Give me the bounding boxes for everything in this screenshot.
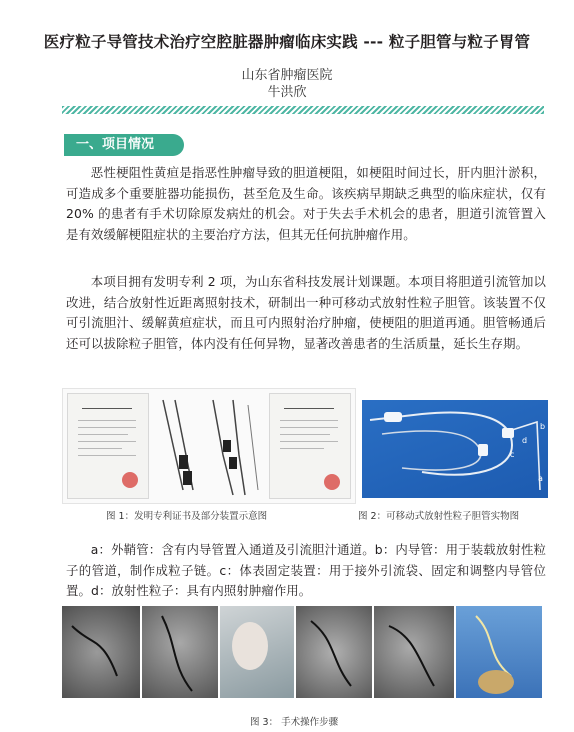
fig2-label-b: b — [540, 422, 546, 431]
paragraph-2: 本项目拥有发明专利 2 项，为山东省科技发展计划课题。本项目将胆道引流管加以改进，结合放射性近距离照射技术，研制出一种可移动式放射性粒子胆管。该装置不仅可引流胆汁、缓解黄疸症状，而且可内照射治疗肿瘤，使梗阻的胆道再通。胆管畅通后还可以拔除粒子胆管，体内没有任何异物，显著改善患者的生活质量，延长生存期。 — [66, 274, 546, 351]
section-heading: 一、项目情况 — [64, 134, 184, 156]
fig2-label-d: d — [522, 436, 528, 445]
figure-1-image — [62, 388, 356, 504]
procedure-step-2 — [142, 606, 218, 698]
fig2-label-c: c — [510, 450, 515, 459]
procedure-step-5 — [374, 606, 454, 698]
author-name: 牛洪欣 — [267, 85, 307, 100]
procedure-step-4 — [296, 606, 372, 698]
patent-certificate-1 — [67, 393, 149, 499]
procedure-step-6 — [456, 606, 542, 698]
patent-certificate-2 — [269, 393, 351, 499]
figure-1-caption: 图 1：发明专利证书及部分装置示意图 — [106, 511, 268, 522]
organization-name: 山东省肿瘤医院 — [241, 68, 333, 83]
procedure-step-3 — [220, 606, 294, 698]
figure-3-caption: 图 3： 手术操作步骤 — [250, 717, 339, 728]
figure-2-caption: 图 2：可移动式放射性粒子胆管实物图 — [358, 511, 520, 522]
figure-2-image — [362, 400, 548, 498]
fig2-label-a: a — [538, 474, 543, 483]
device-schematic — [153, 395, 263, 499]
decorative-divider — [62, 106, 544, 114]
paragraph-1: 恶性梗阻性黄疸是指恶性肿瘤导致的胆道梗阻，如梗阻时间过长，肝内胆汁淤积，可造成多个重要脏器功能损伤，甚至危及生命。该疾病早期缺乏典型的临床症状，仅有 20% 的患者有手术切除原发病灶的机会。对于失去手术机会的患者，胆道引流管置入是有效缓解梗阻症状的主要治疗方法，但其无任何抗肿瘤作用。 — [66, 165, 546, 242]
procedure-step-1 — [62, 606, 140, 698]
device-component-description: a：外鞘管：含有内导管置入通道及引流胆汁通道。b：内导管：用于装载放射性粒子的管道，制作成粒子链。c：体表固定装置：用于接外引流袋、固定和调整内导管位置。d：放射性粒子：具有内照射肿瘤作用。 — [66, 542, 546, 599]
document-title: 医疗粒子导管技术治疗空腔脏器肿瘤临床实践 --- 粒子胆管与粒子胃管 — [43, 33, 531, 51]
figure-3-image — [62, 606, 542, 698]
